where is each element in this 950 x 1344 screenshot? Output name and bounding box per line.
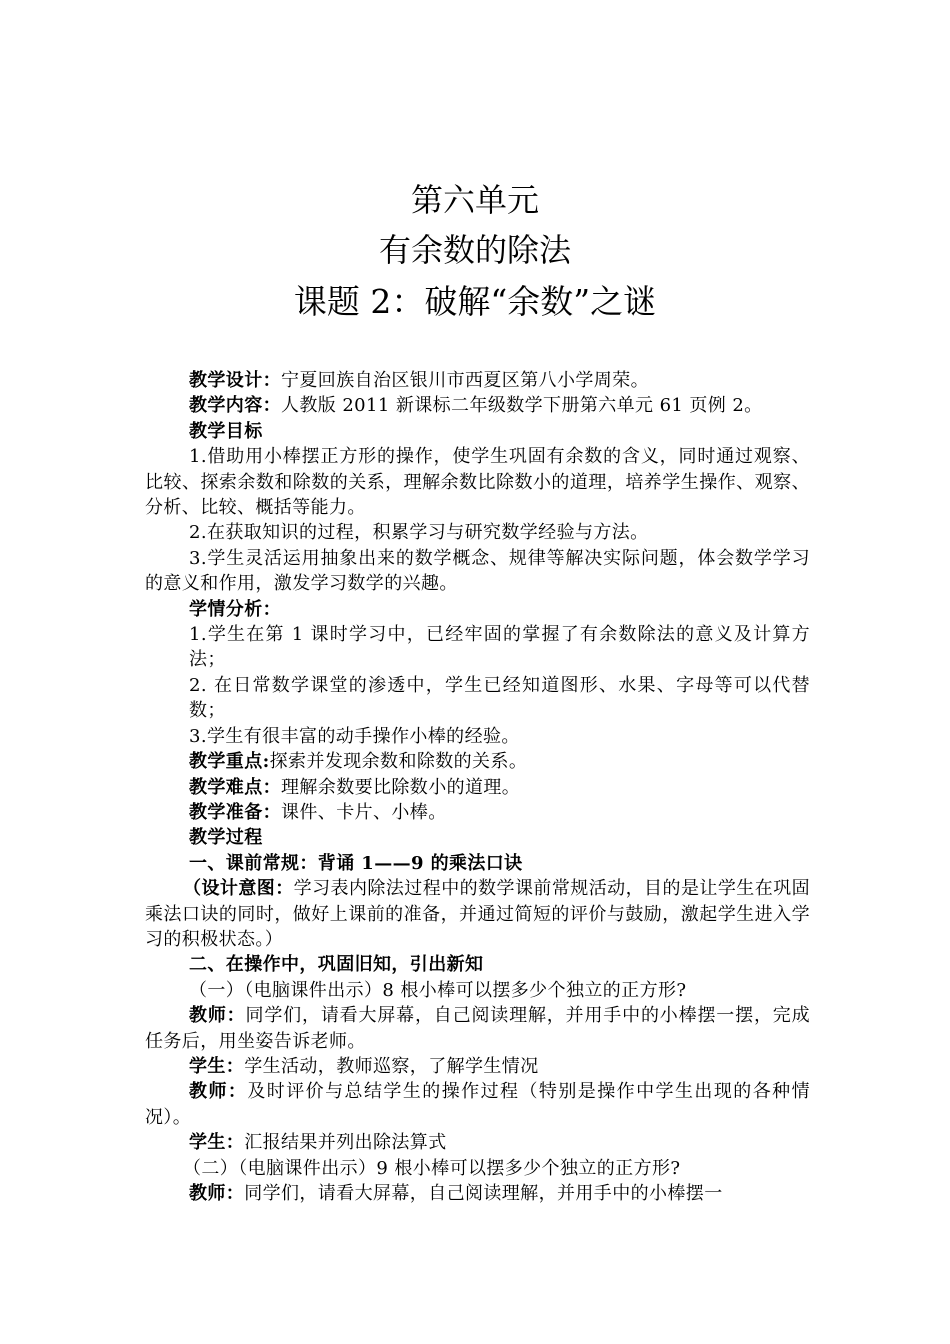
goal-item-1: 1.借助用小棒摆正方形的操作，使学生巩固有余数的含义，同时通过观察、比较、探索余数和除数的关系，理解余数比除数小的道理，培养学生操作、观察、分析、比较、概括等能力。 [145, 446, 810, 519]
focus-line [145, 749, 810, 774]
student-text-2: 汇报结果并列出除法算式 [244, 1132, 447, 1154]
student-line-1 [145, 1054, 810, 1079]
design-label: 教学设计： [189, 370, 281, 391]
student-label-1: 学生： [189, 1055, 245, 1077]
design-text: 宁夏回族自治区银川市西夏区第八小学周荣。 [281, 370, 649, 391]
goal-item-3: 3.学生灵活运用抽象出来的数学概念、规律等解决实际问题，体会数学学习的意义和作用，激发学习数学的兴趣。 [145, 547, 810, 595]
section1-heading-text: 一、课前常规：背诵 1——9 的乘法口诀 [189, 852, 523, 874]
teacher-line-1 [145, 1003, 810, 1054]
teacher-line-2 [145, 1079, 810, 1130]
teacher-text-1: 同学们，请看大屏幕，自己阅读理解，并用手中的小棒摆一摆，完成任务后，用坐姿告诉老师。 [145, 1005, 810, 1052]
design-line [145, 368, 810, 393]
prep-label: 教学准备： [189, 801, 281, 823]
teacher-label-1: 教师： [189, 1005, 246, 1027]
teacher-line-3 [145, 1181, 810, 1206]
student-line-2 [145, 1130, 810, 1155]
focus-text: 探索并发现余数和除数的关系。 [269, 751, 528, 773]
difficulty-line [145, 775, 810, 800]
teacher-label-2: 教师： [189, 1081, 248, 1103]
section2-heading [145, 952, 810, 977]
student-label-2: 学生： [189, 1132, 245, 1154]
analysis-item-3: 3.学生有很丰富的动手操作小棒的经验。 [189, 725, 520, 747]
process-heading [145, 825, 810, 850]
content-label: 教学内容： [189, 395, 281, 417]
unit-title: 第六单元 [410, 181, 539, 219]
teacher-label-3: 教师： [189, 1183, 245, 1204]
focus-label: 教学重点: [189, 751, 270, 773]
question-1: （一）（电脑课件出示）8 根小棒可以摆多少个独立的正方形? [189, 979, 687, 1001]
prep-line [145, 800, 810, 825]
difficulty-label: 教学难点： [189, 776, 281, 798]
process-heading-text: 教学过程 [189, 827, 263, 849]
question-2: （二）（电脑课件出示）9 根小棒可以摆多少个独立的正方形? [183, 1157, 681, 1179]
difficulty-text: 理解余数要比除数小的道理。 [281, 776, 521, 798]
chapter-title: 有余数的除法 [378, 231, 571, 269]
section2-heading-text: 二、在操作中，巩固旧知，引出新知 [189, 954, 484, 976]
goals-heading-text: 教学目标 [189, 420, 263, 442]
goal-item-2: 2.在获取知识的过程，积累学习与研究数学经验与方法。 [189, 522, 649, 544]
section1-heading [145, 851, 810, 876]
note-label: （设计意图： [183, 878, 294, 900]
teacher-text-3: 同学们，请看大屏幕，自己阅读理解，并用手中的小棒摆一 [244, 1183, 723, 1204]
teacher-text-2: 及时评价与总结学生的操作过程（特别是操作中学生出现的各种情况）。 [145, 1081, 810, 1128]
prep-text: 课件、卡片、小棒。 [281, 801, 447, 823]
analysis-item-1: 1.学生在第 1 课时学习中，已经牢固的掌握了有余数除法的意义及计算方法； [189, 624, 810, 671]
topic-title: 课题 2：破解“余数”之谜 [293, 282, 657, 321]
student-text-1: 学生活动，教师巡察，了解学生情况 [244, 1055, 539, 1077]
analysis-item-2: 2. 在日常数学课堂的渗透中，学生已经知道图形、水果、字母等可以代替数； [189, 674, 810, 722]
analysis-heading-text: 学情分析： [189, 598, 281, 620]
section1-note [145, 876, 810, 952]
content-text: 人教版 2011 新课标二年级数学下册第六单元 61 页例 2。 [281, 395, 763, 417]
analysis-heading [145, 597, 810, 622]
lesson-plan-body [145, 368, 810, 1206]
goals-heading [145, 419, 810, 444]
note-text: 学习表内除法过程中的数学课前常规活动，目的是让学生在巩固乘法口诀的同时，做好上课前的准备，并通过简短的评价与鼓励，激起学生进入学习的积极状态。） [145, 878, 810, 950]
content-line [145, 393, 810, 418]
